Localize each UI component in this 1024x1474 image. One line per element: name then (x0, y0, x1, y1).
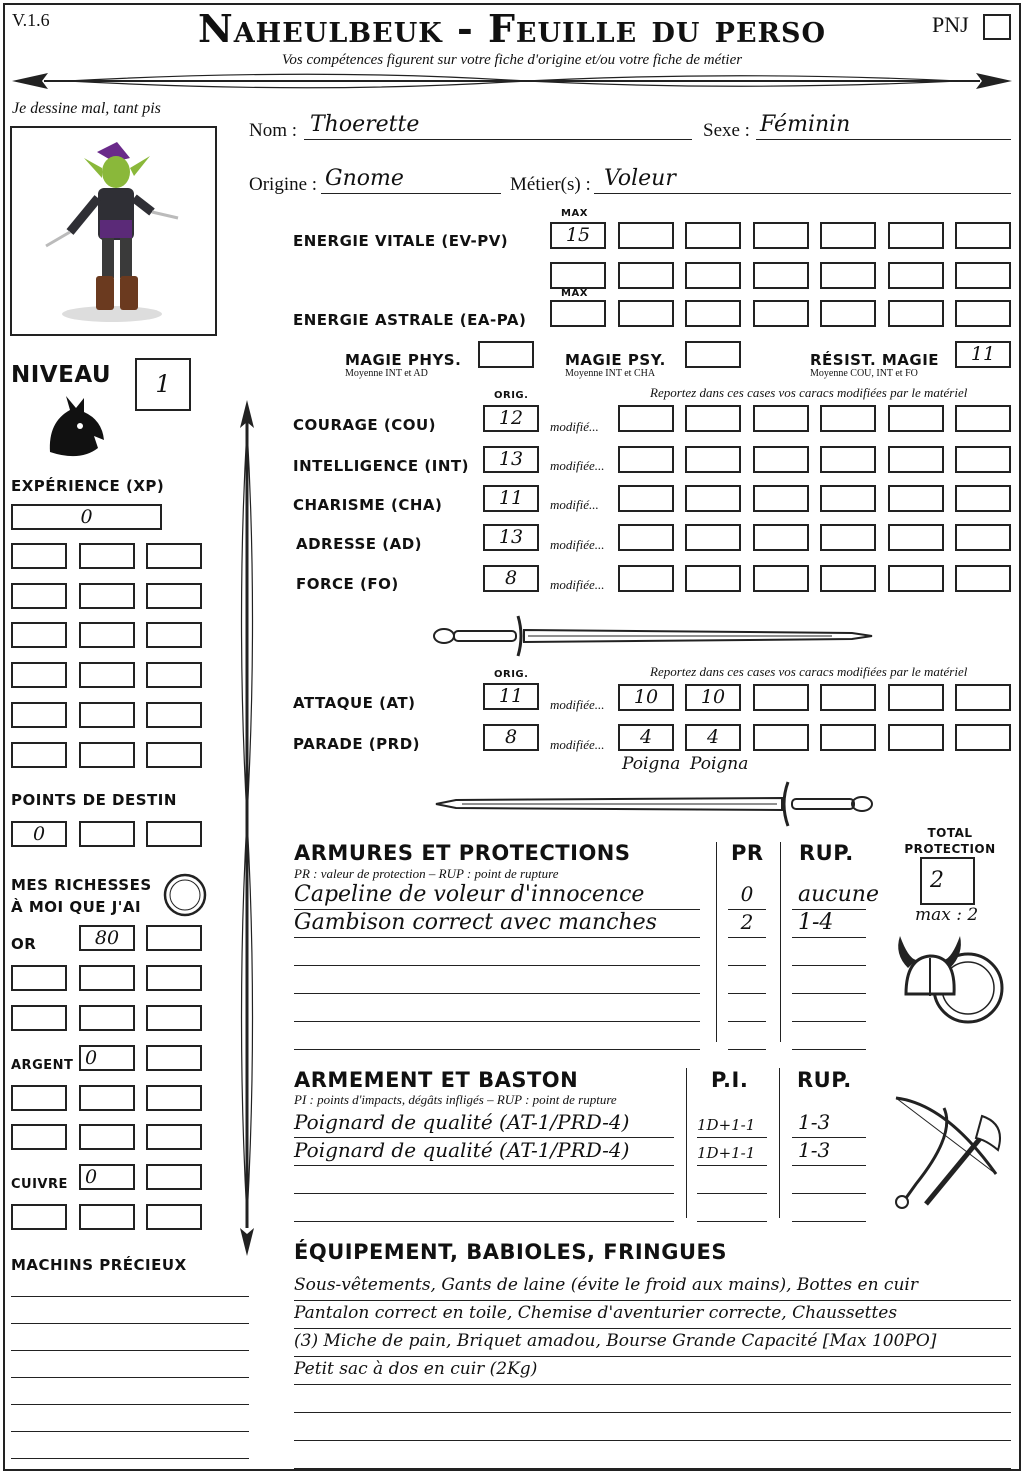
or-box[interactable] (79, 1005, 135, 1031)
prd-mod-box-2[interactable]: 4 (685, 724, 741, 751)
or-box[interactable] (79, 965, 135, 991)
pnj-checkbox[interactable] (983, 14, 1011, 40)
energy-box[interactable] (618, 222, 674, 249)
armor-title: ARMURES ET PROTECTIONS (294, 841, 631, 865)
combat-mod-box[interactable] (820, 724, 876, 751)
stat-mod-box[interactable] (820, 524, 876, 551)
total-max-note: max : 2 (915, 905, 979, 925)
or-label: OR (11, 935, 37, 953)
stat-mod-box[interactable] (820, 565, 876, 592)
richesses-label-1: MES RICHESSES (11, 876, 152, 894)
armor-pr-field[interactable]: 2 (728, 910, 766, 938)
or-box[interactable]: 80 (79, 925, 135, 951)
equipment-title: ÉQUIPEMENT, BABIOLES, FRINGUES (294, 1240, 727, 1264)
combat-mod-box[interactable] (955, 724, 1011, 751)
stat-mod-box[interactable] (685, 446, 741, 473)
fo-mod-label: modifiée... (550, 577, 605, 592)
armor-rup-field[interactable]: aucune (792, 882, 866, 910)
vertical-spear-icon (234, 398, 260, 1258)
origine-field[interactable]: Gnome (321, 166, 501, 194)
xp-box[interactable] (11, 742, 67, 768)
equipment-line[interactable] (294, 1385, 1011, 1413)
armor-rup-field[interactable] (792, 938, 866, 966)
stat-mod-box[interactable] (618, 524, 674, 551)
at-mod-box-2[interactable]: 10 (685, 684, 741, 711)
xp-box[interactable] (11, 622, 67, 648)
at-mod-label: modifiée... (550, 697, 605, 712)
or-box[interactable] (11, 1005, 67, 1031)
cou-mod-label: modifié... (550, 419, 599, 434)
armor-pr-field[interactable] (728, 994, 766, 1022)
cha-label: CHARISME (CHA) (293, 496, 443, 514)
spear-divider (8, 68, 1016, 94)
coin-icon (162, 872, 208, 918)
combat-mod-box[interactable] (753, 724, 809, 751)
prd-box[interactable]: 8 (483, 724, 539, 751)
argent-box[interactable] (146, 1124, 202, 1150)
combat-report-note: Reportez dans ces cases vos caracs modifiées par le matériel (650, 664, 968, 679)
sexe-field[interactable]: Féminin (756, 112, 1011, 140)
stat-mod-box[interactable] (685, 524, 741, 551)
helmet-shield-icon (888, 928, 1006, 1036)
armor-name-field[interactable]: Gambison correct avec manches (294, 910, 700, 938)
weapons-note: PI : points d'impacts, dégâts infligés – RUP : point de rupture (294, 1092, 617, 1107)
weapon-rup-field[interactable] (792, 1194, 866, 1222)
armor-rup-field[interactable]: 1-4 (792, 910, 866, 938)
total-protection-box[interactable]: 2 (920, 857, 975, 905)
energy-box[interactable] (618, 300, 674, 327)
energy-box[interactable] (955, 222, 1011, 249)
armor-column-divider (716, 842, 717, 1042)
magie-psy-label: MAGIE PSY. (565, 351, 666, 369)
sword-icon (432, 612, 874, 660)
cuivre-box[interactable] (11, 1204, 67, 1230)
xp-box[interactable] (79, 583, 135, 609)
dragon-head-icon (40, 392, 108, 464)
destin-box[interactable]: 0 (11, 821, 67, 847)
character-portrait-icon (12, 128, 215, 334)
armor-rup-header: RUP. (799, 841, 854, 865)
cha-mod-label: modifié... (550, 497, 599, 512)
stat-mod-box[interactable] (618, 565, 674, 592)
xp-box[interactable] (79, 742, 135, 768)
stat-mod-box[interactable] (753, 485, 809, 512)
or-box[interactable] (146, 1005, 202, 1031)
energy-box[interactable] (955, 300, 1011, 327)
precieux-line[interactable] (11, 1458, 249, 1459)
stat-mod-box[interactable] (955, 405, 1011, 432)
stat-mod-box[interactable] (753, 565, 809, 592)
precieux-line[interactable] (11, 1431, 249, 1432)
combat-note-2: Poigna (690, 754, 749, 774)
sheet-title: Naheulbeuk - Feuille du perso (198, 6, 826, 51)
argent-box[interactable] (79, 1085, 135, 1111)
at-label: ATTAQUE (AT) (293, 694, 416, 712)
destin-box[interactable] (146, 821, 202, 847)
magie-psy-box[interactable] (685, 341, 741, 368)
niveau-label: NIVEAU (11, 362, 112, 388)
weapon-name-field[interactable] (294, 1194, 674, 1222)
ad-label: ADRESSE (AD) (296, 535, 423, 553)
stat-mod-box[interactable] (618, 485, 674, 512)
stats-orig-label: ORIG. (494, 390, 529, 401)
precieux-line[interactable] (11, 1377, 249, 1378)
armor-pr-field[interactable] (728, 966, 766, 994)
xp-box[interactable] (146, 662, 202, 688)
equipment-line[interactable]: (3) Miche de pain, Briquet amadou, Bourse Grande Capacité [Max 100PO] (294, 1329, 1011, 1357)
precieux-line[interactable] (11, 1323, 249, 1324)
metier-field[interactable]: Voleur (594, 166, 1011, 194)
portrait-frame (10, 126, 217, 336)
ad-mod-label: modifiée... (550, 537, 605, 552)
magie-phys-label: MAGIE PHYS. (345, 351, 462, 369)
stat-mod-box[interactable] (685, 485, 741, 512)
energy-box[interactable] (753, 262, 809, 289)
combat-mod-box[interactable] (753, 684, 809, 711)
resist-magie-box[interactable]: 11 (955, 341, 1011, 368)
weapons-column-divider (686, 1068, 687, 1218)
total-label-2: PROTECTION (904, 842, 996, 856)
ev-max-label: MAX (561, 208, 588, 219)
stat-mod-box[interactable] (955, 446, 1011, 473)
cou-label: COURAGE (COU) (293, 416, 437, 434)
xp-box[interactable] (11, 583, 67, 609)
armor-name-field[interactable] (294, 1022, 700, 1050)
armor-column-divider (780, 842, 781, 1042)
xp-label: EXPÉRIENCE (XP) (11, 477, 165, 495)
armor-note: PR : valeur de protection – RUP : point de rupture (294, 866, 559, 881)
cou-box[interactable]: 12 (483, 405, 539, 432)
weapon-name-field[interactable]: Poignard de qualité (AT-1/PRD-4) (294, 1138, 674, 1166)
portrait-caption: Je dessine mal, tant pis (12, 100, 161, 117)
xp-box[interactable] (146, 622, 202, 648)
energy-box[interactable] (685, 262, 741, 289)
cuivre-box[interactable]: 0 (79, 1164, 135, 1190)
stat-mod-box[interactable] (955, 524, 1011, 551)
or-box[interactable] (146, 925, 202, 951)
stat-mod-box[interactable] (955, 565, 1011, 592)
energy-box[interactable] (820, 300, 876, 327)
stat-mod-box[interactable] (888, 485, 944, 512)
armor-name-field[interactable] (294, 966, 700, 994)
ea-label: ENERGIE ASTRALE (EA-PA) (293, 311, 527, 329)
sexe-label: Sexe : (703, 120, 750, 141)
prd-label: PARADE (PRD) (293, 735, 421, 753)
stat-mod-box[interactable] (888, 524, 944, 551)
stat-mod-box[interactable] (618, 446, 674, 473)
combat-mod-box[interactable] (888, 724, 944, 751)
stat-mod-box[interactable] (618, 405, 674, 432)
magie-phys-sub: Moyenne INT et AD (345, 368, 428, 379)
fo-box[interactable]: 8 (483, 565, 539, 592)
pnj-label: PNJ (932, 12, 969, 37)
niveau-box[interactable]: 1 (135, 358, 191, 411)
weapon-rup-field[interactable]: 1-3 (792, 1138, 866, 1166)
xp-box[interactable] (79, 543, 135, 569)
magie-phys-box[interactable] (478, 341, 534, 368)
richesses-label-2: À MOI QUE J'AI (11, 898, 142, 916)
fo-label: FORCE (FO) (296, 575, 399, 593)
stat-mod-box[interactable] (753, 446, 809, 473)
energy-box[interactable] (888, 222, 944, 249)
armor-name-field[interactable]: Capeline de voleur d'innocence (294, 882, 700, 910)
weapons-rup-header: RUP. (797, 1068, 852, 1092)
stat-mod-box[interactable] (888, 446, 944, 473)
combat-mod-box[interactable] (888, 684, 944, 711)
armor-pr-field[interactable] (728, 938, 766, 966)
precieux-line[interactable] (11, 1296, 249, 1297)
xp-box[interactable] (11, 662, 67, 688)
energy-box[interactable] (888, 300, 944, 327)
resist-magie-label: RÉSIST. MAGIE (810, 351, 940, 369)
or-box[interactable] (146, 965, 202, 991)
equipment-line[interactable] (294, 1413, 1011, 1441)
xp-box[interactable]: 0 (11, 504, 162, 530)
stat-mod-box[interactable] (820, 446, 876, 473)
weapon-name-field[interactable] (294, 1166, 674, 1194)
energy-box[interactable] (820, 222, 876, 249)
xp-box[interactable] (146, 583, 202, 609)
at-box[interactable]: 11 (483, 683, 539, 710)
stat-mod-box[interactable] (955, 485, 1011, 512)
ea-max-box[interactable] (550, 300, 606, 327)
nom-field[interactable]: Thoerette (304, 112, 692, 140)
xp-box[interactable] (11, 702, 67, 728)
argent-box[interactable] (146, 1045, 202, 1071)
cuivre-box[interactable] (79, 1204, 135, 1230)
version-label: V.1.6 (12, 10, 50, 30)
stat-mod-box[interactable] (888, 565, 944, 592)
stat-mod-box[interactable] (753, 524, 809, 551)
weapon-pi-field[interactable] (697, 1166, 767, 1194)
armor-rup-field[interactable] (792, 994, 866, 1022)
cha-box[interactable]: 11 (483, 485, 539, 512)
weapon-name-field[interactable]: Poignard de qualité (AT-1/PRD-4) (294, 1110, 674, 1138)
combat-mod-box[interactable] (955, 684, 1011, 711)
total-label-1: TOTAL (927, 826, 973, 840)
ev-label: ENERGIE VITALE (EV-PV) (293, 232, 509, 250)
argent-box[interactable] (79, 1124, 135, 1150)
argent-box[interactable] (11, 1124, 67, 1150)
nom-label: Nom : (249, 120, 298, 141)
energy-box[interactable] (955, 262, 1011, 289)
weapon-rup-field[interactable]: 1-3 (792, 1110, 866, 1138)
cuivre-box[interactable] (146, 1204, 202, 1230)
energy-box[interactable] (753, 300, 809, 327)
stat-mod-box[interactable] (820, 405, 876, 432)
energy-box[interactable] (685, 222, 741, 249)
energy-box[interactable] (753, 222, 809, 249)
stats-report-note: Reportez dans ces cases vos caracs modifiées par le matériel (650, 385, 968, 400)
equipment-line[interactable]: Pantalon correct en toile, Chemise d'aventurier correcte, Chaussettes (294, 1301, 1011, 1329)
energy-box[interactable] (888, 262, 944, 289)
combat-orig-label: ORIG. (494, 669, 529, 680)
weapon-pi-field[interactable] (697, 1194, 767, 1222)
xp-box[interactable] (146, 543, 202, 569)
metier-label: Métier(s) : (510, 174, 591, 195)
weapons-title: ARMEMENT ET BASTON (294, 1068, 579, 1092)
ev-extra-box[interactable] (550, 262, 606, 289)
int-label: INTELLIGENCE (INT) (293, 457, 469, 475)
equipment-line[interactable]: Sous-vêtements, Gants de laine (évite le froid aux mains), Bottes en cuir (294, 1273, 1011, 1301)
weapon-pi-field[interactable]: 1D+1-1 (697, 1138, 767, 1166)
armor-pr-field[interactable] (728, 1022, 766, 1050)
at-mod-box-1[interactable]: 10 (618, 684, 674, 711)
prd-mod-box-1[interactable]: 4 (618, 724, 674, 751)
crossed-weapons-icon (886, 1094, 1008, 1216)
cuivre-box[interactable] (146, 1164, 202, 1190)
xp-box[interactable] (146, 702, 202, 728)
weapons-column-divider (779, 1068, 780, 1218)
armor-rup-field[interactable] (792, 966, 866, 994)
cuivre-label: CUIVRE (11, 1177, 68, 1192)
argent-box[interactable] (146, 1085, 202, 1111)
origine-label: Origine : (249, 174, 318, 195)
stat-mod-box[interactable] (820, 485, 876, 512)
destin-label: POINTS DE DESTIN (11, 791, 177, 809)
xp-box[interactable] (146, 742, 202, 768)
armor-name-field[interactable] (294, 938, 700, 966)
energy-box[interactable] (618, 262, 674, 289)
int-mod-label: modifiée... (550, 458, 605, 473)
armor-rup-field[interactable] (792, 1022, 866, 1050)
magie-psy-sub: Moyenne INT et CHA (565, 368, 656, 379)
precieux-line[interactable] (11, 1404, 249, 1405)
argent-box[interactable]: 0 (79, 1045, 135, 1071)
stat-mod-box[interactable] (753, 405, 809, 432)
xp-box[interactable] (79, 702, 135, 728)
weapons-pi-header: P.I. (711, 1068, 749, 1092)
combat-mod-box[interactable] (820, 684, 876, 711)
armor-name-field[interactable] (294, 994, 700, 1022)
energy-box[interactable] (685, 300, 741, 327)
precieux-label: MACHINS PRÉCIEUX (11, 1256, 187, 1274)
int-box[interactable]: 13 (483, 446, 539, 473)
energy-box[interactable] (820, 262, 876, 289)
ev-max-box[interactable]: 15 (550, 222, 606, 249)
weapon-pi-field[interactable]: 1D+1-1 (697, 1110, 767, 1138)
armor-pr-header: PR (731, 841, 764, 865)
equipment-line[interactable]: Petit sac à dos en cuir (2Kg) (294, 1357, 1011, 1385)
equipment-line[interactable] (294, 1441, 1011, 1469)
destin-box[interactable] (79, 821, 135, 847)
stat-mod-box[interactable] (685, 565, 741, 592)
weapon-rup-field[interactable] (792, 1166, 866, 1194)
or-box[interactable] (11, 965, 67, 991)
xp-box[interactable] (79, 662, 135, 688)
ea-max-label: MAX (561, 288, 588, 299)
prd-mod-label: modifiée... (550, 737, 605, 752)
argent-label: ARGENT (11, 1058, 74, 1073)
resist-magie-sub: Moyenne COU, INT et FO (810, 368, 918, 379)
argent-box[interactable] (11, 1085, 67, 1111)
combat-note-1: Poigna (622, 754, 681, 774)
armor-pr-field[interactable]: 0 (728, 882, 766, 910)
stat-mod-box[interactable] (888, 405, 944, 432)
sheet-subtitle: Vos compétences figurent sur votre fiche d'origine et/ou votre fiche de métier (281, 52, 743, 68)
stat-mod-box[interactable] (685, 405, 741, 432)
sword-icon (432, 778, 874, 830)
precieux-line[interactable] (11, 1350, 249, 1351)
xp-box[interactable] (79, 622, 135, 648)
xp-box[interactable] (11, 543, 67, 569)
ad-box[interactable]: 13 (483, 524, 539, 551)
